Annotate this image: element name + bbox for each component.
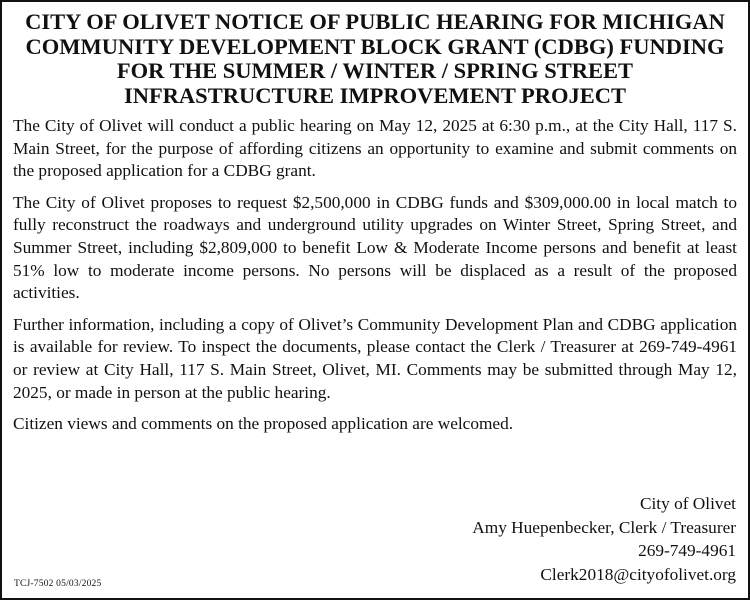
paragraph-hearing-announcement: The City of Olivet will conduct a public hearing on May 12, 2025 at 6:30 p.m., at the City Hall, 117 S. Main Street, for the purpose of affording citizens an opportunity to examine and submit comments on the proposed application for a CDBG grant.: [13, 116, 737, 181]
notice-body: [13, 115, 737, 436]
signature-email: Clerk2018@cityofolivet.org: [540, 564, 736, 584]
signature-block: [472, 492, 736, 586]
reference-code: TCJ-7502 05/03/2025: [14, 579, 102, 589]
paragraph-further-information: Further information, including a copy of Olivet’s Community Development Plan and CDBG application is available for review. To inspect the documents, please contact the Clerk / Treasurer at 269-749-4961 or review at City Hall, 117 S. Main Street, Olivet, MI. Comments may be submitted through May 12, 2025, or made in person at the public hearing.: [13, 314, 737, 402]
signature-phone: 269-749-4961: [638, 541, 736, 560]
notice-title: CITY OF OLIVET NOTICE OF PUBLIC HEARING FOR MICHIGAN COMMUNITY DEVELOPMENT BLOCK GRANT (CDBG) FUNDING FOR THE SUMMER / WINTER / SPRING STREET INFRASTRUCTURE IMPROVEMENT PROJECT: [25, 9, 725, 108]
signature-name-title: Amy Huepenbecker, Clerk / Treasurer: [472, 517, 736, 537]
signature-organization: City of Olivet: [639, 494, 736, 513]
paragraph-funding-proposal: The City of Olivet proposes to request $2,500,000 in CDBG funds and $309,000.00 in local match to fully reconstruct the roadways and underground utility upgrades on Winter Street, Spring Street, and Summer Street, including $2,809,000 to benefit Low & Moderate Income persons and benefit at least 51% low to moderate income persons. No persons will be displaced as a result of the proposed activities.: [13, 192, 737, 303]
paragraph-citizen-views: Citizen views and comments on the proposed application are welcomed.: [13, 414, 514, 434]
